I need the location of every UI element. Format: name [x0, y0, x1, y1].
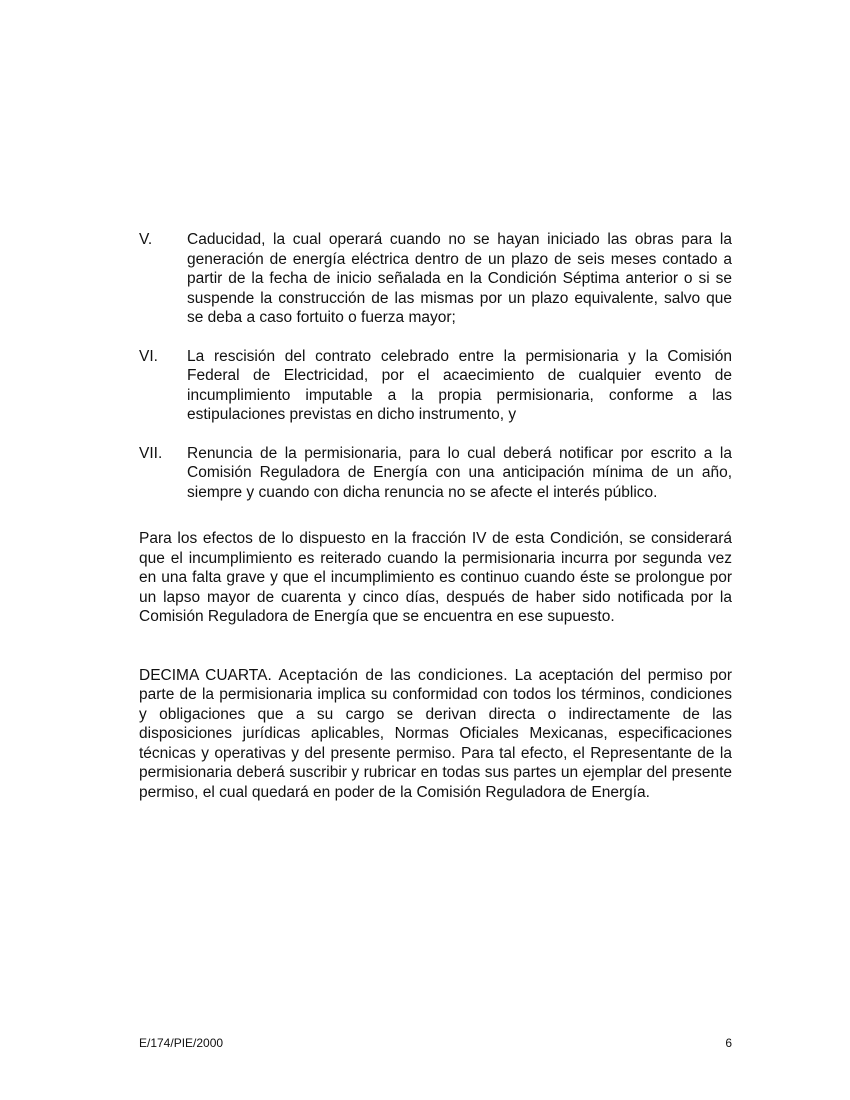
clause-body: La aceptación del permiso por parte de la permisionaria implica su conformidad con todos los términos, condiciones y obligaciones que a su cargo se derivan directa o indirectamente de las disposiciones jurídicas aplicables, Normas Oficiales Mexicanas, especificaciones técnicas y operativas y del presente permiso. Para tal efecto, el Representante de la permisionaria deberá suscribir y rubricar en todas sus partes un ejemplar del presente permiso, el cual quedará en poder de la Comisión Reguladora de Energía. [139, 666, 732, 801]
document-body [139, 230, 732, 802]
item-text: Renuncia de la permisionaria, para lo cual deberá notificar por escrito a la Comisión Reguladora de Energía con una anticipación mínima de un año, siempre y cuando con dicha renuncia no se afecte el interés público. [187, 444, 732, 501]
clause-decima-cuarta [139, 666, 732, 803]
page-number: 6 [725, 1036, 732, 1050]
item-text: Caducidad, la cual operará cuando no se hayan iniciado las obras para la generación de energía eléctrica dentro de un plazo de seis meses contado a partir de la fecha de inicio señalada en la Condición Séptima anterior o si se suspende la construcción de las mismas por un plazo equivalente, salvo que se deba a caso fortuito o fuerza mayor; [187, 231, 732, 326]
clause-label: DECIMA CUARTA. [139, 666, 272, 684]
document-reference: E/174/PIE/2000 [139, 1036, 224, 1050]
clause-heading: Aceptación de las condiciones. [278, 666, 508, 684]
item-text: La rescisión del contrato celebrado entre la permisionaria y la Comisión Federal de Electricidad, por el acaecimiento de cualquier evento de incumplimiento imputable a la propia permisionaria, conforme a las estipulaciones previstas en dicho instrumento, y [187, 347, 732, 423]
item-number: V. [139, 231, 153, 248]
page-footer [139, 1036, 732, 1050]
paragraph-effects: Para los efectos de lo dispuesto en la fracción IV de esta Condición, se considerará que el incumplimiento es reiterado cuando la permisionaria incurra por segunda vez en una falta grave y que el incumplimiento es continuo cuando éste se prolongue por un lapso mayor de cuarenta y cinco días, después de haber sido notificada por la Comisión Reguladora de Energía que se encuentra en ese supuesto. [139, 530, 732, 625]
item-number: VI. [139, 347, 158, 365]
list-item [139, 444, 732, 503]
list-item [139, 347, 732, 425]
item-number: VII. [139, 444, 163, 462]
list-item [139, 230, 732, 328]
